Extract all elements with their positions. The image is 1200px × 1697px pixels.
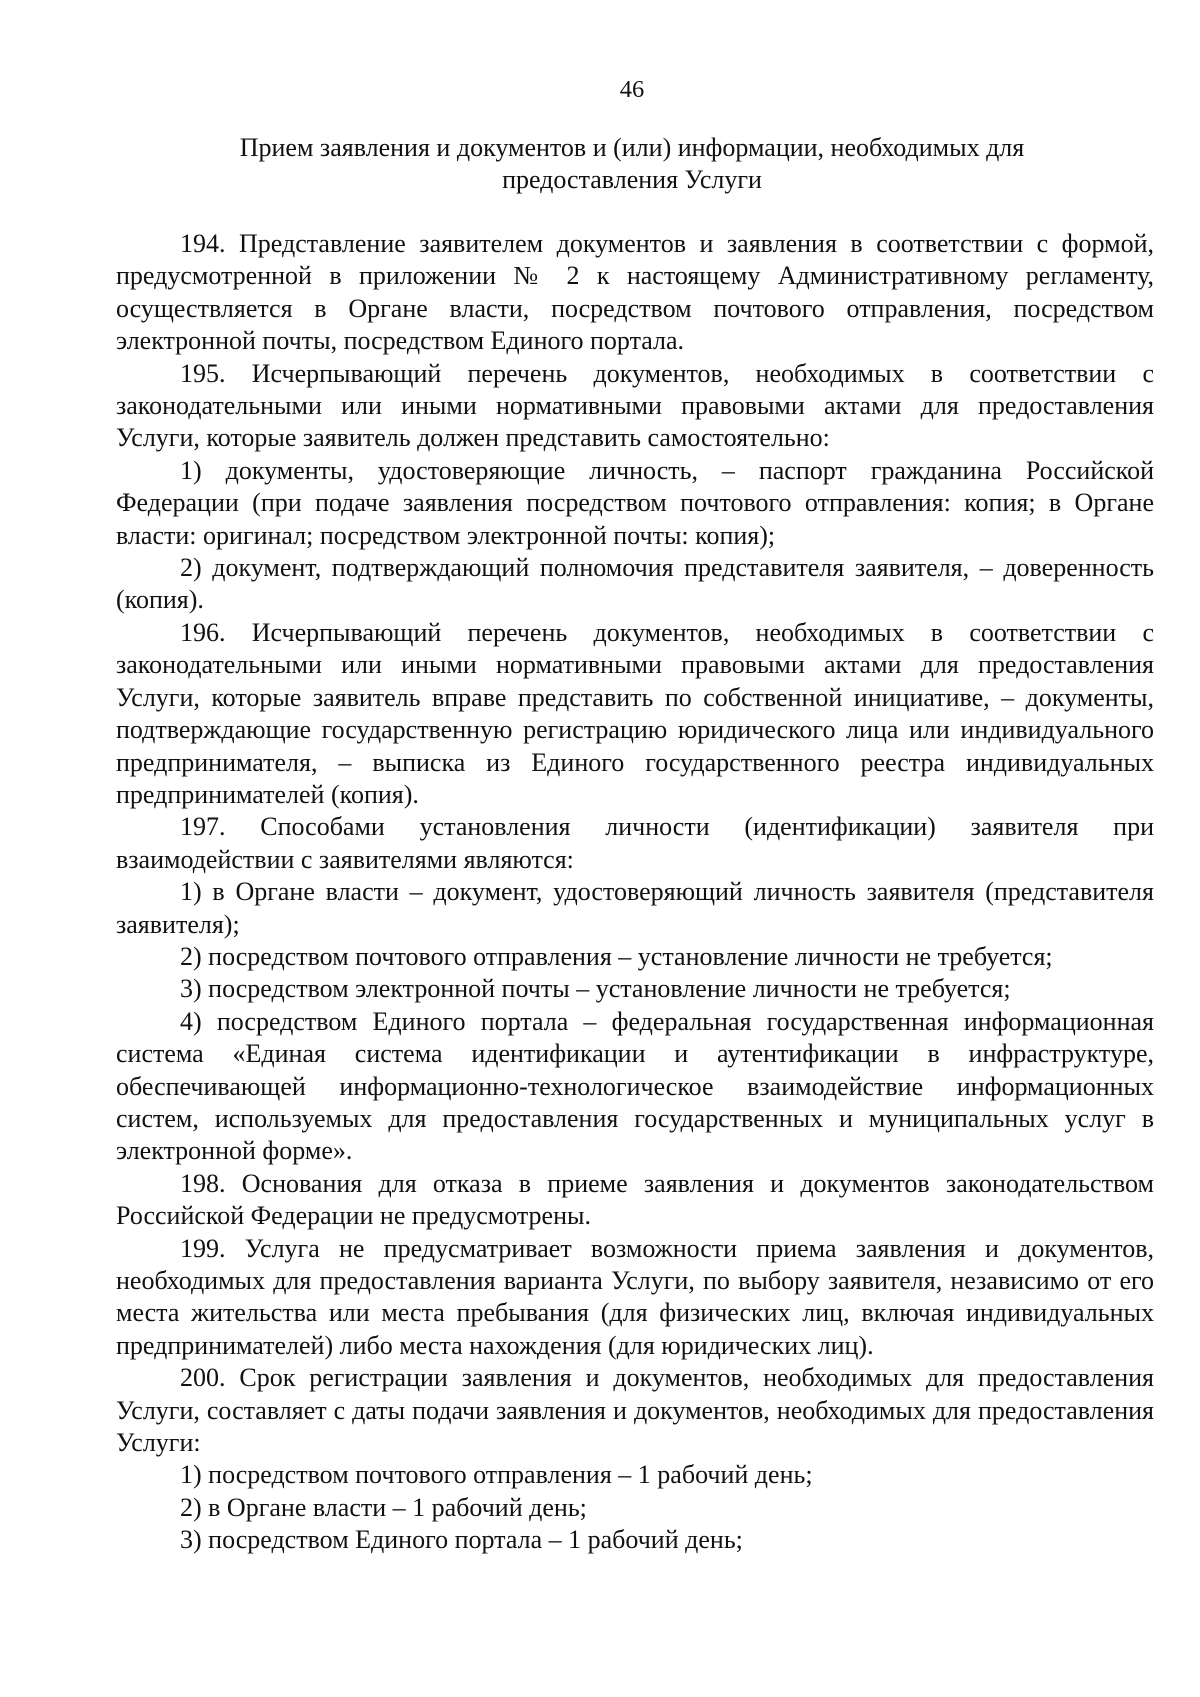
document-body [116, 228, 1154, 1557]
page-number: 46 [619, 76, 645, 103]
paragraph-197-item-1: 1) в Органе власти – документ, удостоверяющий личность заявителя (представителя заявителя); [116, 877, 1154, 939]
paragraph-196: 196. Исчерпывающий перечень документов, необходимых в соответствии с законодательными или иными нормативными правовыми актами для предоставления Услуги, которые заявитель вправе представить по собственной инициативе, – документы, подтверждающие государственную регистрацию юридического лица или индивидуального предпринимателя, – выписка из Единого государственного реестра индивидуальных предпринимателей (копия). [116, 617, 1154, 809]
paragraph-199: 199. Услуга не предусматривает возможности приема заявления и документов, необходимых для предоставления варианта Услуги, по выбору заявителя, независимо от его места жительства или места пребывания (для физических лиц, включая индивидуальных предпринимателей) либо места нахождения (для юридических лиц). [116, 1233, 1154, 1360]
paragraph-197-item-3: 3) посредством электронной почты – установление личности не требуется; [180, 974, 1011, 1004]
paragraph-198: 198. Основания для отказа в приеме заявления и документов законодательством Российской Федерации не предусмотрены. [116, 1168, 1154, 1231]
paragraph-200-item-1: 1) посредством почтового отправления – 1 рабочий день; [180, 1460, 813, 1490]
paragraph-200-item-2: 2) в Органе власти – 1 рабочий день; [180, 1492, 587, 1522]
paragraph-195-item-1: 1) документы, удостоверяющие личность, – паспорт гражданина Российской Федерации (при подаче заявления посредством почтового отправления: копия; в Органе власти: оригинал; посредством электронной почты: копия); [116, 455, 1154, 550]
paragraph-195-item-2: 2) документ, подтверждающий полномочия представителя заявителя, – доверенность (копия). [116, 553, 1154, 615]
paragraph-200-item-3: 3) посредством Единого портала – 1 рабочий день; [180, 1525, 743, 1555]
section-heading-line-1: Прием заявления и документов и (или) информации, необходимых для [239, 133, 1025, 162]
section-heading [180, 132, 1084, 196]
section-heading-line-2: предоставления Услуги [502, 165, 762, 194]
paragraph-195: 195. Исчерпывающий перечень документов, необходимых в соответствии с законодательными или иными нормативными правовыми актами для предоставления Услуги, которые заявитель должен представить самостоятельно: [116, 358, 1154, 453]
paragraph-197: 197. Способами установления личности (идентификации) заявителя при взаимодействии с заявителями являются: [116, 812, 1154, 874]
paragraph-197-item-4: 4) посредством Единого портала – федеральная государственная информационная система «Единая система идентификации и аутентификации в инфраструктуре, обеспечивающей информационно-технологическое взаимодействие информационных систем, используемых для предоставления государственных и муниципальных услуг в электронной форме». [116, 1006, 1154, 1166]
paragraph-194: 194. Представление заявителем документов и заявления в соответствии с формой, предусмотренной в приложении № 2 к настоящему Административному регламенту, осуществляется в Органе власти, посредством почтового отправления, посредством электронной почты, посредством Единого портала. [116, 229, 1154, 356]
paragraph-197-item-2: 2) посредством почтового отправления – установление личности не требуется; [180, 941, 1053, 971]
paragraph-200: 200. Срок регистрации заявления и документов, необходимых для предоставления Услуги, составляет с даты подачи заявления и документов, необходимых для предоставления Услуги: [116, 1363, 1154, 1458]
